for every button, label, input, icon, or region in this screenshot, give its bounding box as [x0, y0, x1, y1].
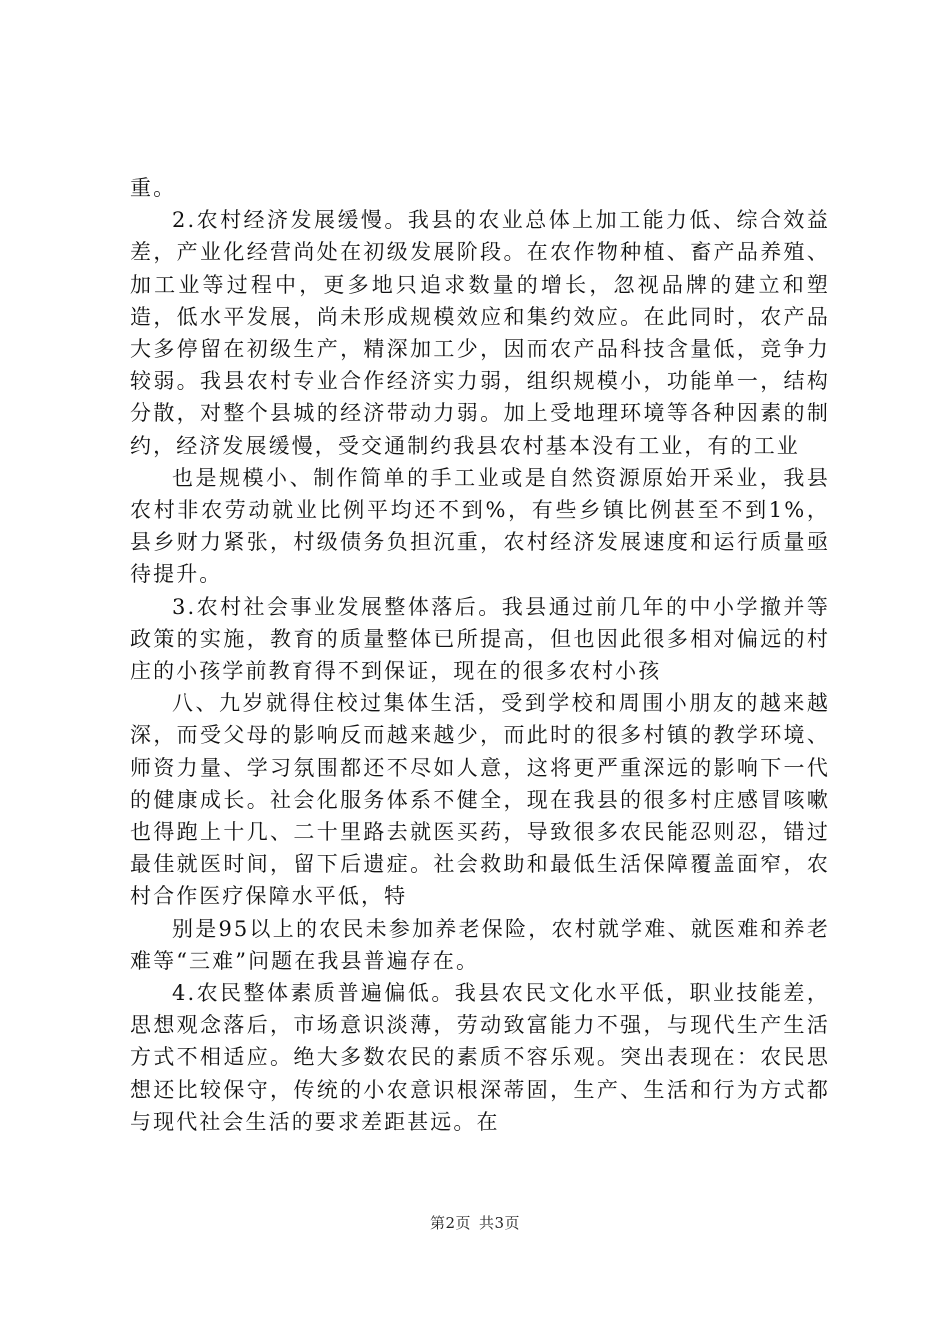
paragraph-2: 2.农村经济发展缓慢。我县的农业总体上加工能力低、综合效益差，产业化经营尚处在初级发展阶段。在农作物种植、畜产品养殖、加工业等过程中，更多地只追求数量的增长，忽视品牌的建立和塑造，低水平发展，尚未形成规模效应和集约效应。在此同时，农产品大多停留在初级生产，精深加工少，因而农产品科技含量低，竞争力较弱。我县农村专业合作经济实力弱，组织规模小，功能单一，结构分散，对整个县城的经济带动力弱。加上受地理环境等各种因素的制约，经济发展缓慢，受交通制约我县农村基本没有工业，有的工业: [130, 208, 830, 458]
page-footer: [0, 1213, 950, 1233]
paragraph-6: 别是95以上的农民未参加养老保险，农村就学难、就医难和养老难等“三难”问题在我县普遍存在。: [130, 916, 830, 973]
paragraph-5: 八、九岁就得住校过集体生活，受到学校和周围小朋友的越来越深，而受父母的影响反而越来越少，而此时的很多村镇的教学环境、师资力量、学习氛围都还不尽如人意，这将更严重深远的影响下一代的健康成长。社会化服务体系不健全，现在我县的很多村庄感冒咳嗽也得跑上十几、二十里路去就医买药，导致很多农民能忍则忍，错过最佳就医时间，留下后遗症。社会救助和最低生活保障覆盖面窄，农村合作医疗保障水平低，特: [130, 691, 830, 909]
paragraph-4: 3.农村社会事业发展整体落后。我县通过前几年的中小学撤并等政策的实施，教育的质量整体已所提高，但也因此很多相对偏远的村庄的小孩学前教育得不到保证，现在的很多农村小孩: [130, 594, 830, 684]
paragraph-7: 4.农民整体素质普遍偏低。我县农民文化水平低，职业技能差，思想观念落后，市场意识淡薄，劳动致富能力不强，与现代生产生活方式不相适应。绝大多数农民的素质不容乐观。突出表现在：农民思想还比较保守，传统的小农意识根深蒂固，生产、生活和行为方式都与现代社会生活的要求差距甚远。在: [130, 981, 830, 1134]
page-number: 第2页: [429, 1214, 471, 1232]
document-body: [130, 172, 830, 1138]
page-total: 共3页: [479, 1214, 521, 1232]
paragraph-1: 重。: [130, 176, 177, 200]
paragraph-3: 也是规模小、制作简单的手工业或是自然资源原始开采业，我县农村非农劳动就业比例平均还不到%，有些乡镇比例甚至不到1%，县乡财力紧张，村级债务负担沉重，农村经济发展速度和运行质量亟待提升。: [130, 465, 830, 587]
